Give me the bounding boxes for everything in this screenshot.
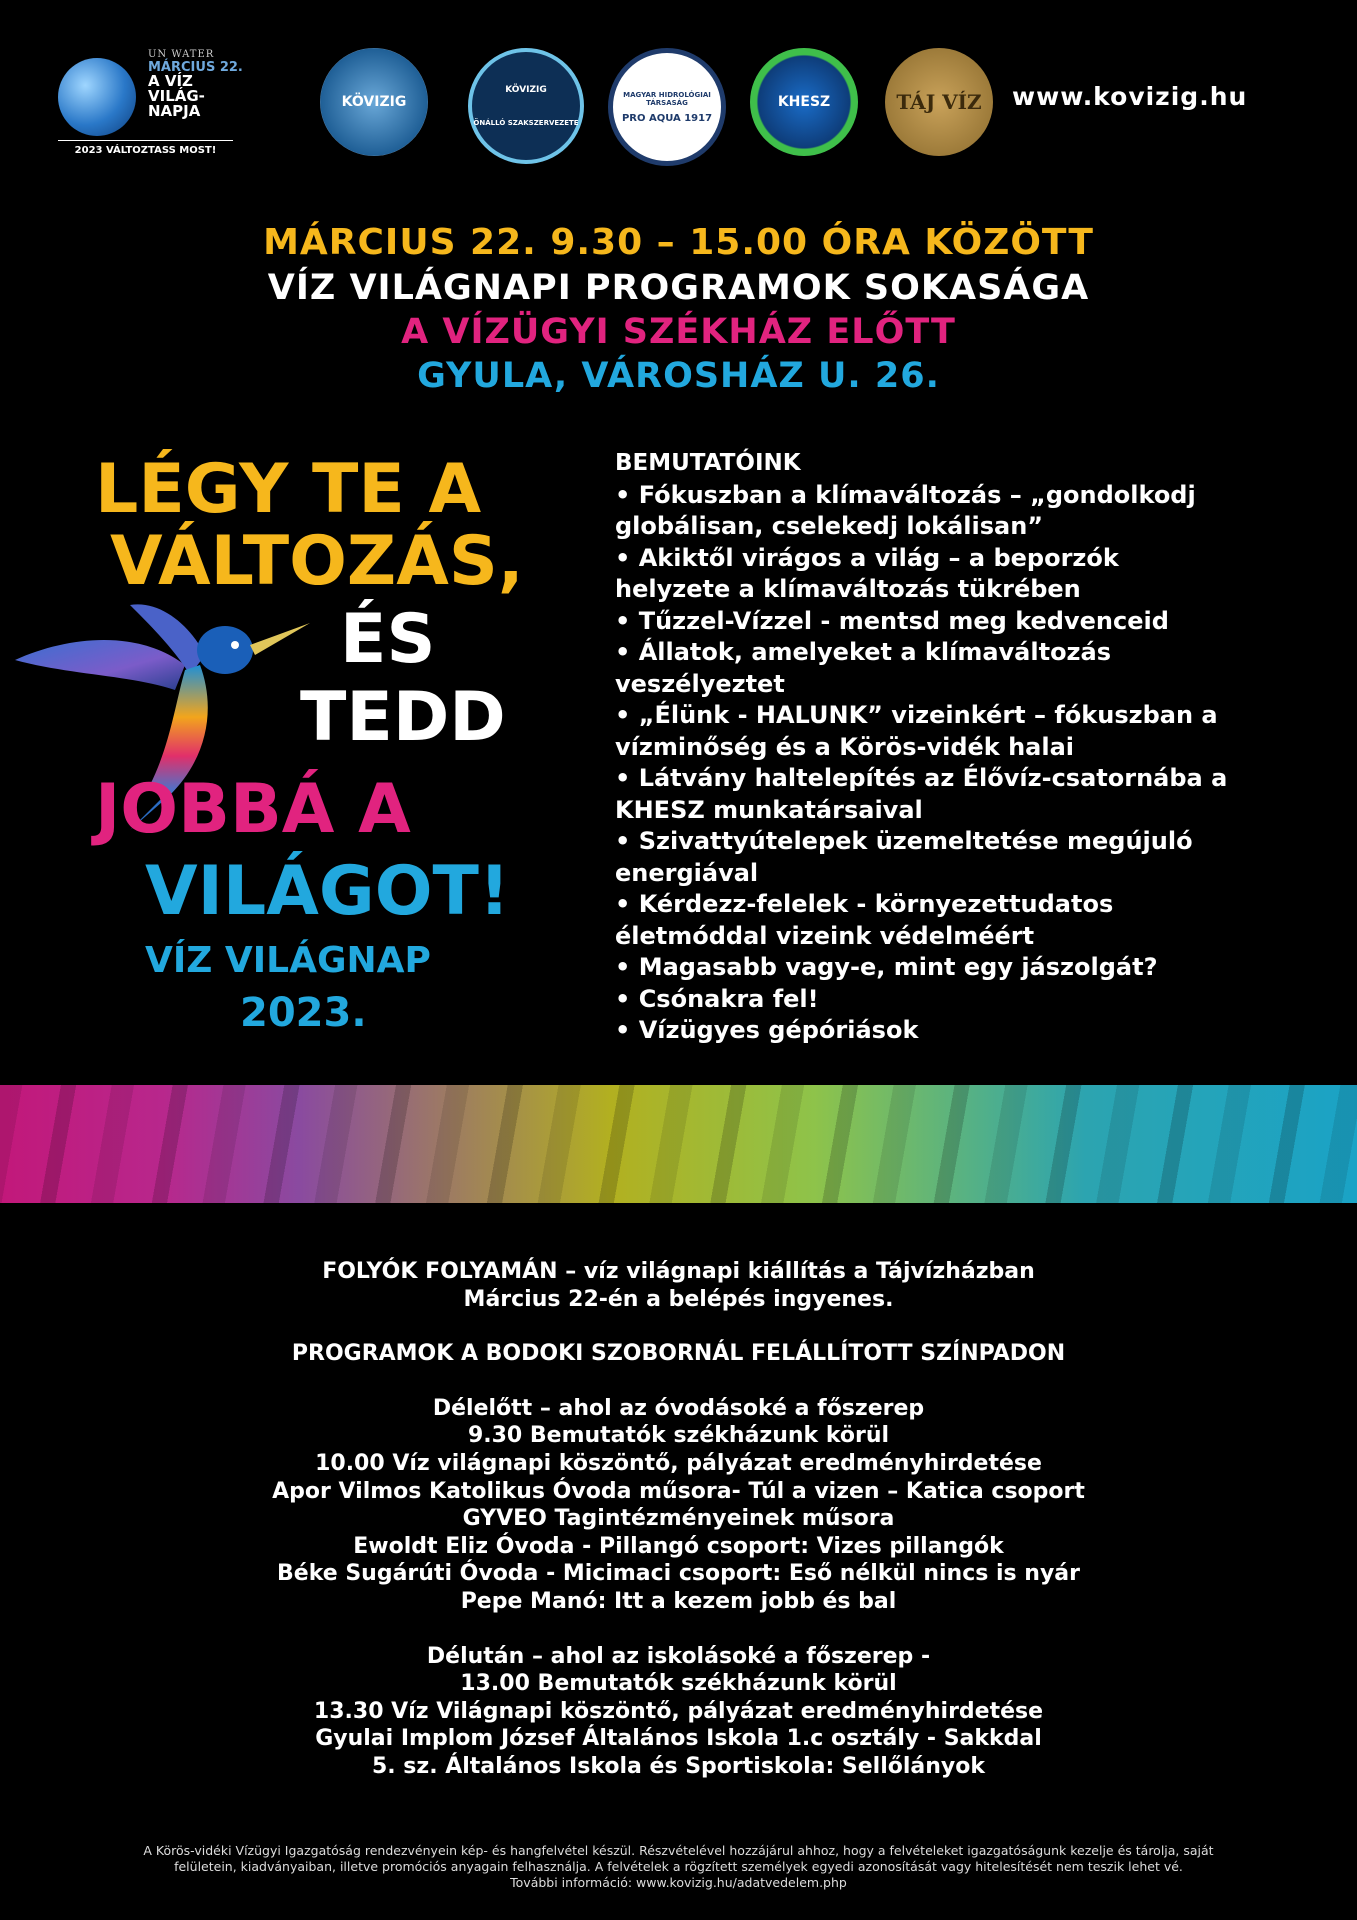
program-line: Apor Vilmos Katolikus Óvoda műsora- Túl a vizen – Katica csoport [272,1478,1085,1504]
un-logo-text [148,48,243,119]
slogan-line-3: ÉS [340,600,436,679]
program-line: Március 22-én a belépés ingyenes. [463,1286,894,1312]
list-item: • Magasabb vagy-e, mint egy jászolgát? [615,953,1158,981]
un-water-logo [58,48,243,158]
list-item: KHESZ munkatársaival [615,795,923,824]
un-logo-line3: NAPJA [148,102,201,120]
photo-collage-overlay [0,1085,1357,1203]
slogan-line-4: TEDD [300,678,506,757]
slogan-line-5: JOBBÁ A [95,770,411,849]
program-line: 13.00 Bemutatók székházunk körül [460,1671,897,1697]
event-place: A VÍZÜGYI SZÉKHÁZ ELŐTT [401,312,956,352]
privacy-line-2: felületein, kiadványaiban, illetve promóciós anyagain felhasználja. A felvételek a rögzített személyek egyedi azonosítását vagy hitelesítését nem teszik lehet vé. [174,1859,1183,1874]
list-item: energiával [615,858,759,887]
program-line: 9.30 Bemutatók székházunk körül [467,1423,890,1449]
kovizig-logo: KÖVIZIG [320,48,428,156]
slogan-line-6: VILÁGOT! [145,852,510,931]
list-item: • Csónakra fel! [615,984,819,1013]
slogan-line-2: VÁLTOZÁS, [110,522,524,601]
slogan-year: 2023. [240,990,367,1036]
slogan-line-7: VÍZ VILÁGNAP [145,940,431,981]
rainbow-photo-band [0,1085,1357,1203]
list-item: • Állatok, amelyeket a klímaváltozás [615,638,1112,666]
event-title: VÍZ VILÁGNAPI PROGRAMOK SOKASÁGA [267,268,1090,308]
globe-icon [58,58,136,136]
program-line: GYVEO Tagintézményeinek műsora [462,1506,895,1532]
program-line: Pepe Manó: Itt a kezem jobb és bal [460,1588,897,1614]
list-item: veszélyeztet [615,669,785,698]
list-item: • Akiktől virágos a világ – a beporzók [615,543,1119,572]
program-schedule [0,1258,1357,1781]
kovizig-union-logo: KÖVIZIG ÖNÁLLÓ SZAKSZERVEZETE [468,48,584,164]
demonstrations-heading: BEMUTATÓINK [615,450,801,476]
list-item: vízminőség és a Körös-vidék halai [615,732,1075,761]
program-line: Béke Sugárúti Óvoda - Micimaci csoport: Eső nélkül nincs is nyár [277,1561,1080,1587]
list-item: • Tűzzel-Vízzel - mentsd meg kedvenceid [615,606,1169,635]
un-water-label: UN WATER [148,49,215,60]
slogan-line-1: LÉGY TE A [95,450,482,529]
list-item: helyzete a klímaváltozás tükrében [615,575,1081,603]
program-line: Ewoldt Eliz Óvoda - Pillangó csoport: Vizes pillangók [353,1533,1004,1559]
program-line: 13.30 Víz Világnapi köszöntő, pályázat eredményhirdetése [313,1698,1044,1724]
list-item: • Kérdezz-felelek - környezettudatos [615,890,1114,918]
program-heading: PROGRAMOK A BODOKI SZOBORNÁL FELÁLLÍTOTT SZÍNPADON [291,1341,1066,1367]
list-item: • Látvány haltelepítés az Élővíz-csatornába a [615,764,1228,792]
un-logo-line1: A VÍZ [148,72,193,90]
event-time: MÁRCIUS 22. 9.30 – 15.00 ÓRA KÖZÖTT [263,222,1094,263]
un-logo-date: MÁRCIUS 22. [148,60,243,75]
khesz-logo: KHESZ [750,48,858,156]
un-logo-line2: VILÁG- [148,87,205,105]
privacy-link[interactable]: További információ: www.kovizig.hu/adatvedelem.php [510,1875,847,1890]
hydrological-society-logo: MAGYAR HIDROLÓGIAI TÁRSASÁG PRO AQUA 1917 [608,48,726,166]
program-line: 5. sz. Általános Iskola és Sportiskola: Sellőlányok [371,1753,986,1779]
program-line: Délelőtt – ahol az óvodásoké a főszerep [432,1395,925,1421]
program-line: Délután – ahol az iskolásoké a főszerep - [426,1643,931,1669]
demonstrations-list [615,448,1335,1047]
program-line: 10.00 Víz világnapi köszöntő, pályázat eredményhirdetése [315,1450,1042,1476]
program-line: FOLYÓK FOLYAMÁN – víz világnapi kiállítás a Tájvízházban [322,1259,1035,1284]
un-logo-tagline: 2023 VÁLTOZTASS MOST! [58,140,233,156]
tajviz-logo: TÁJ VÍZ [885,48,993,156]
list-item: globálisan, cselekedj lokálisan” [615,512,1044,540]
privacy-notice [30,1843,1327,1891]
list-item: • Szivattyútelepek üzemeltetése megújuló [615,827,1193,855]
list-item: • „Élünk - HALUNK” vizeinkért – fókuszban a [615,701,1218,729]
list-item: életmóddal vizeink védelméért [615,921,1035,950]
event-address: GYULA, VÁROSHÁZ U. 26. [417,356,940,396]
program-line: Gyulai Implom József Általános Iskola 1.c osztály - Sakkdal [315,1726,1042,1752]
privacy-line-1: A Körös-vidéki Vízügyi Igazgatóság rendezvényein kép- és hangfelvétel készül. Részvételével hozzájárul ahhoz, hogy a felvételeket igazgatóságunk kezelje és tárolja, saját [143,1843,1214,1858]
website-link[interactable]: www.kovizig.hu [1012,82,1248,111]
list-item: • Vízügyes gépóriások [615,1016,919,1044]
list-item: • Fókuszban a klímaváltozás – „gondolkodj [615,480,1196,509]
